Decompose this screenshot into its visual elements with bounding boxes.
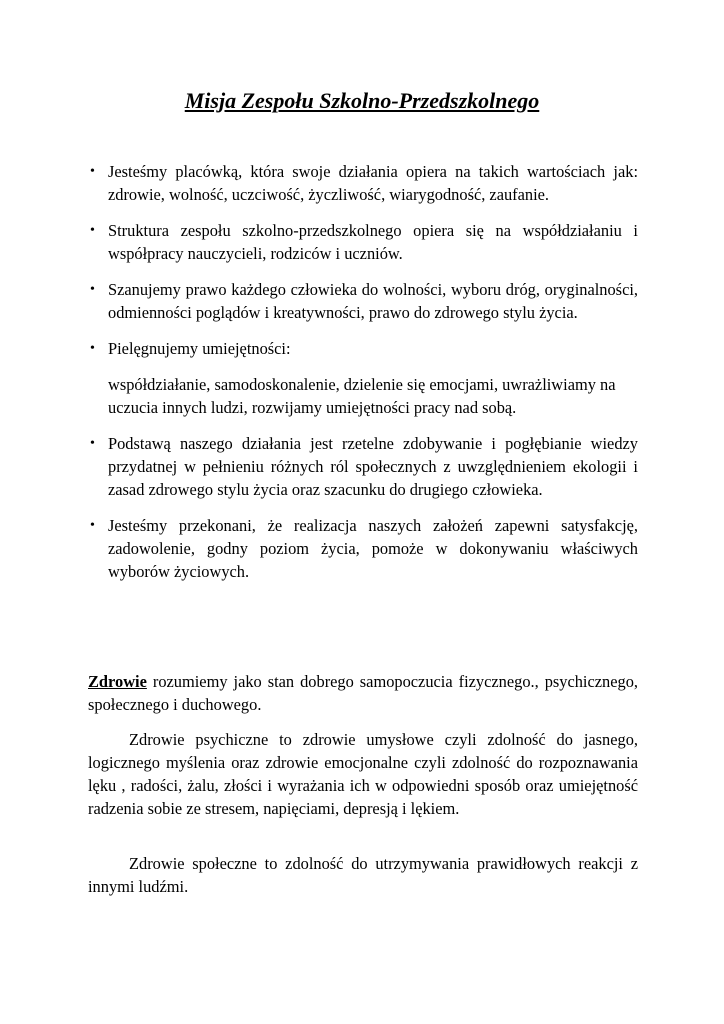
- bullet-text: Szanujemy prawo każdego człowieka do wolności, wyboru dróg, oryginalności, odmienności poglądów i kreatywności, prawo do zdrowego stylu życia.: [108, 280, 638, 322]
- list-item: [90, 160, 638, 206]
- bullet-icon: •: [90, 518, 95, 533]
- list-item: [90, 337, 638, 419]
- health-term: Zdrowie: [88, 672, 147, 691]
- bullet-text: Jesteśmy placówką, która swoje działania opiera na takich wartościach jak: zdrowie, wolność, uczciwość, życzliwość, wiarygodność, zaufanie.: [108, 162, 638, 204]
- bullet-icon: •: [90, 223, 95, 238]
- document-title: Misja Zespołu Szkolno-Przedszkolnego: [184, 88, 540, 113]
- bullet-icon: •: [90, 436, 95, 451]
- health-definition-text: rozumiemy jako stan dobrego samopoczucia fizycznego., psychicznego, społecznego i duchowego.: [88, 672, 638, 714]
- list-item: [90, 432, 638, 501]
- list-item: [90, 219, 638, 265]
- mission-bullet-list: [90, 160, 638, 596]
- mental-health-paragraph: Zdrowie psychiczne to zdrowie umysłowe czyli zdolność do jasnego, logicznego myślenia oraz zdrowie emocjonalne czyli zdolność do rozpoznawania lęku , radości, żalu, złości i wyrażania ich w odpowiedni sposób oraz umiejętność radzenia sobie ze stresem, napięciami, depresją i lękiem.: [88, 730, 638, 818]
- skills-list-text: współdziałanie, samodoskonalenie, dzielenie się emocjami, uwrażliwiamy na uczucia innych ludzi, rozwijamy umiejętności pracy nad sobą.: [108, 375, 616, 417]
- bullet-text: Podstawą naszego działania jest rzetelne zdobywanie i pogłębianie wiedzy przydatnej w pełnieniu różnych ról społecznych z uwzględnieniem ekologii i zasad zdrowego stylu życia oraz szacunku do drugiego człowieka.: [108, 434, 638, 499]
- health-definition-paragraph: [88, 670, 638, 716]
- bullet-text: Struktura zespołu szkolno-przedszkolnego opiera się na współdziałaniu i współpracy nauczycieli, rodziców i uczniów.: [108, 221, 638, 263]
- bullet-text: Jesteśmy przekonani, że realizacja naszych założeń zapewni satysfakcję, zadowolenie, godny poziom życia, pomoże w dokonywaniu właściwych wyborów życiowych.: [108, 516, 638, 581]
- bullet-icon: •: [90, 164, 95, 179]
- bullet-icon: •: [90, 282, 95, 297]
- list-item: [90, 514, 638, 583]
- list-item: [90, 278, 638, 324]
- bullet-icon: •: [90, 341, 95, 356]
- social-health-paragraph: Zdrowie społeczne to zdolność do utrzymywania prawidłowych reakcji z innymi ludźmi.: [88, 854, 638, 896]
- bullet-text: Pielęgnujemy umiejętności:: [108, 339, 291, 358]
